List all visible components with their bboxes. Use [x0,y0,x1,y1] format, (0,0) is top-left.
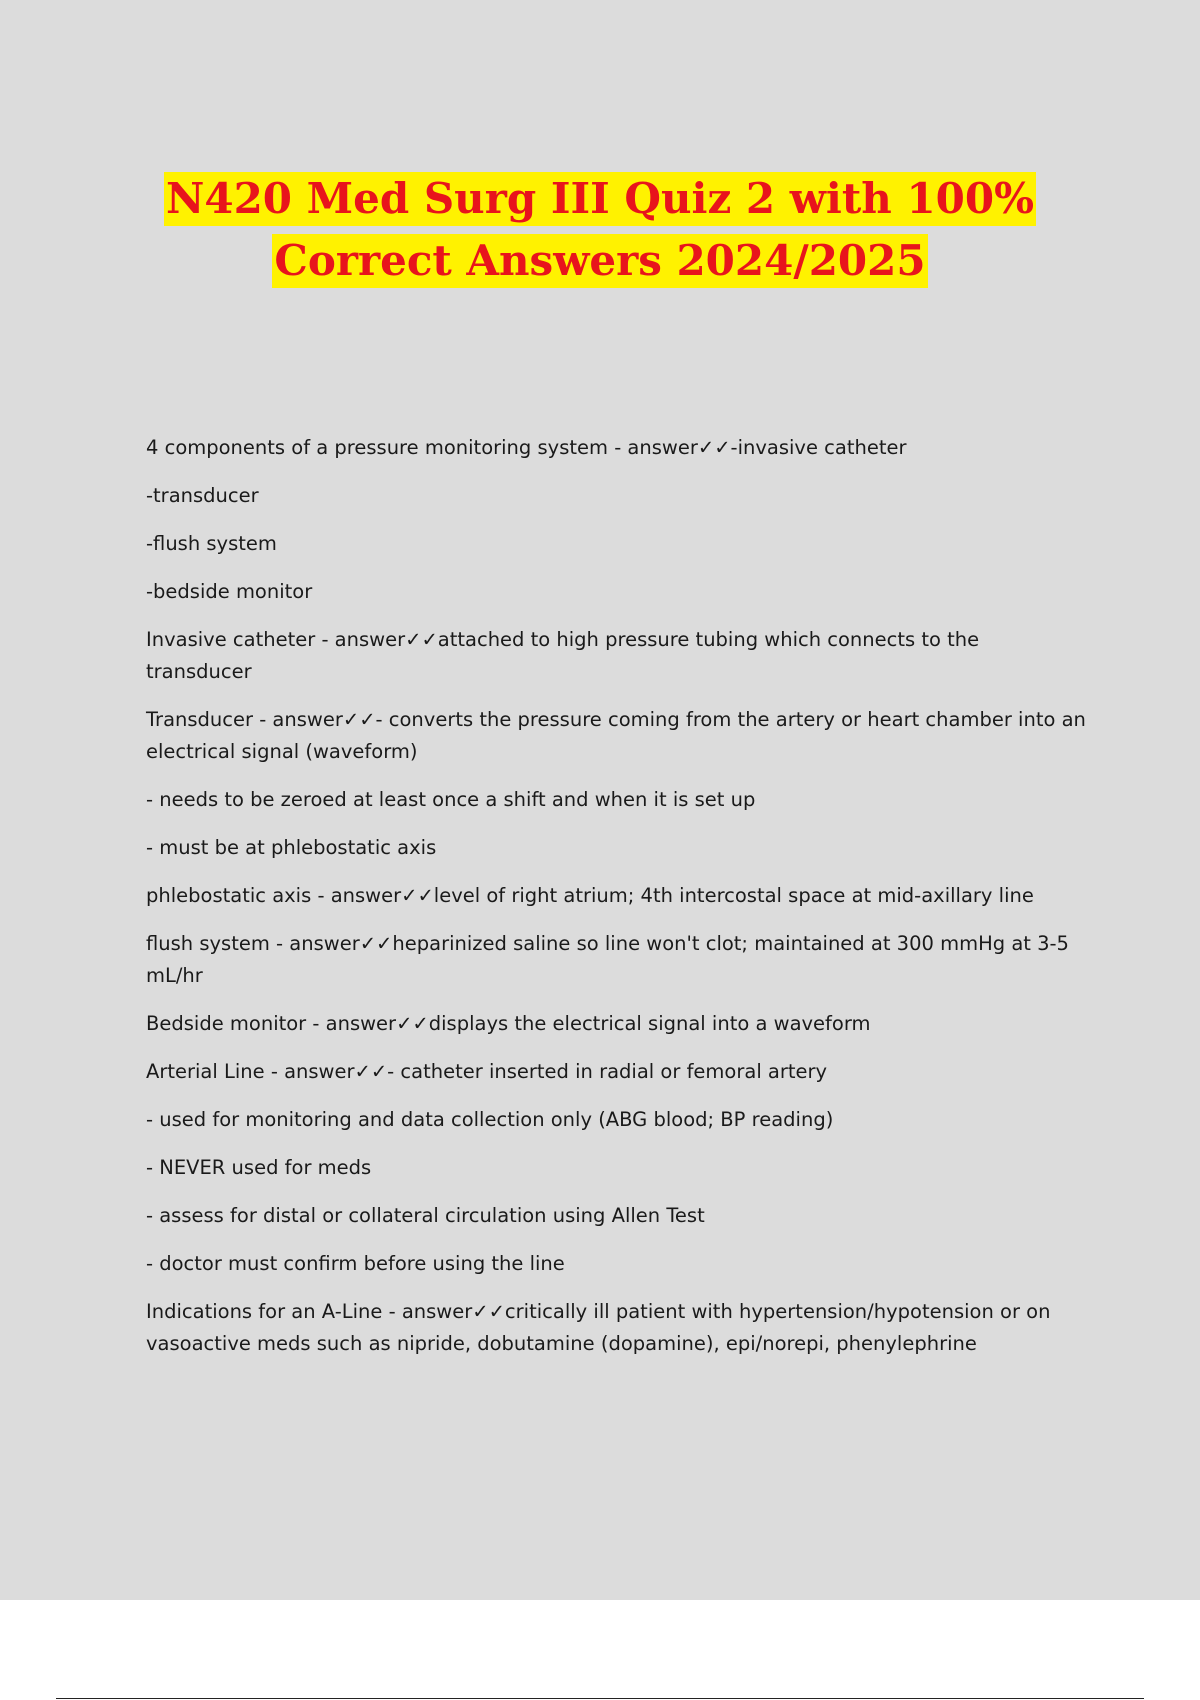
footer-divider [56,1698,1144,1699]
paragraph-13: - used for monitoring and data collection only (ABG blood; BP reading) [146,1108,834,1131]
paragraph-8: - must be at phlebostatic axis [146,836,437,859]
title-line-1: N420 Med Surg III Quiz 2 with 100% [164,172,1036,226]
paragraph-1: 4 components of a pressure monitoring system - answer✓✓-invasive catheter [146,436,907,459]
paragraph-15: - assess for distal or collateral circulation using Allen Test [146,1204,705,1227]
paragraph-17: Indications for an A-Line - answer✓✓critically ill patient with hypertension/hypotension or on vasoactive meds such as nipride, dobutamine (dopamine), epi/norepi, phenylephrine [146,1300,1051,1355]
paragraph-2: -transducer [146,484,259,507]
paragraph-6: Transducer - answer✓✓- converts the pressure coming from the artery or heart chamber into an electrical signal (waveform) [146,708,1086,763]
paragraph-16: - doctor must confirm before using the line [146,1252,565,1275]
paragraph-11: Bedside monitor - answer✓✓displays the electrical signal into a waveform [146,1012,871,1035]
document-body [146,432,1086,1376]
paragraph-9: phlebostatic axis - answer✓✓level of right atrium; 4th intercostal space at mid-axillary line [146,884,1034,907]
paragraph-3: -flush system [146,532,277,555]
paragraph-7: - needs to be zeroed at least once a shift and when it is set up [146,788,756,811]
paragraph-5: Invasive catheter - answer✓✓attached to high pressure tubing which connects to the transducer [146,628,980,683]
paragraph-14: - NEVER used for meds [146,1156,372,1179]
paragraph-12: Arterial Line - answer✓✓- catheter inserted in radial or femoral artery [146,1060,828,1083]
paragraph-10: flush system - answer✓✓heparinized saline so line won't clot; maintained at 300 mmHg at 3-5 mL/hr [146,932,1069,987]
title-line-2: Correct Answers 2024/2025 [272,234,927,288]
document-title [0,168,1200,292]
paragraph-4: -bedside monitor [146,580,313,603]
